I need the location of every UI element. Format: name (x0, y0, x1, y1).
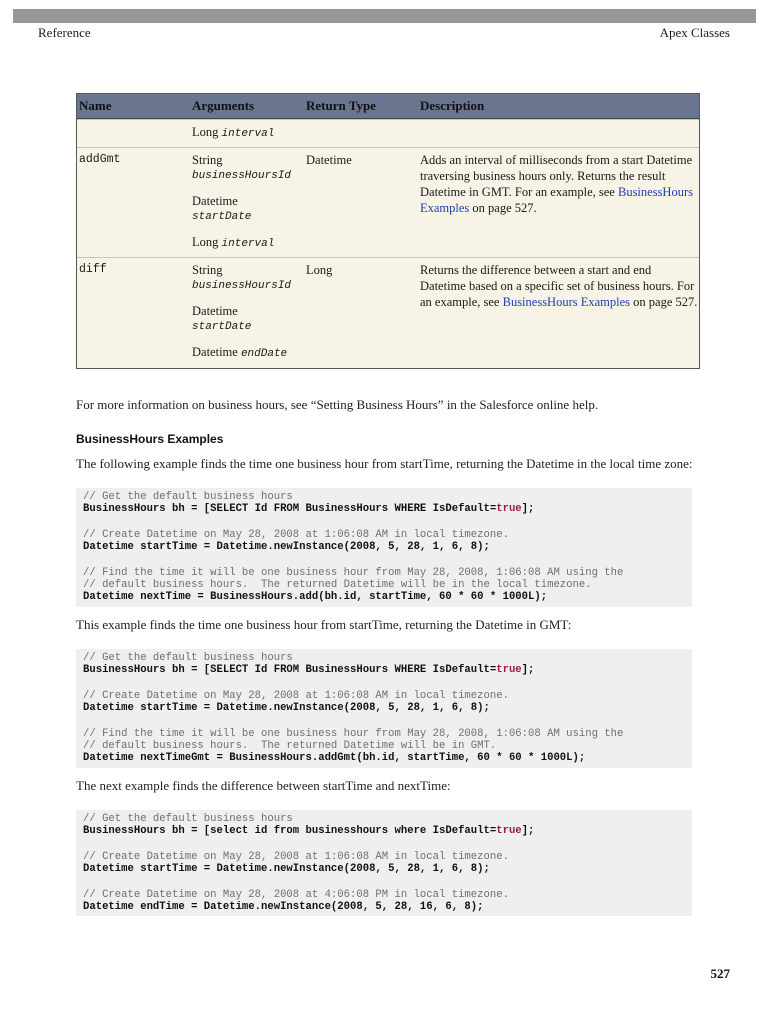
arg-param: startDate (192, 321, 252, 333)
code-line (83, 491, 685, 503)
code-line (83, 863, 685, 875)
table-row (77, 147, 699, 257)
arg-param: businessHoursId (192, 170, 292, 182)
arg-param: businessHoursId (192, 280, 292, 292)
code-block-diff (76, 810, 692, 916)
diff-example-paragraph: The next example finds the difference between startTime and nextTime: (76, 778, 451, 793)
code-line (83, 838, 685, 851)
arg-param: startDate (192, 211, 252, 223)
code-line (83, 529, 685, 541)
code-block-gmt (76, 649, 692, 768)
code-statement: BusinessHours bh = [select id from businesshours where IsDefault= (83, 825, 497, 838)
arg-param: interval (221, 128, 275, 140)
arguments-cell (192, 124, 302, 142)
column-header-arguments: Arguments (192, 98, 255, 113)
methods-table (76, 93, 700, 369)
description (420, 152, 698, 216)
code-comment: // Find the time it will be one business hour from May 28, 2008, 1:06:08 AM using the (83, 727, 624, 740)
code-comment: // Find the time it will be one business hour from May 28, 2008, 1:06:08 AM using the (83, 566, 624, 579)
method-name: addGmt (79, 153, 121, 166)
column-header-name: Name (79, 98, 112, 113)
code-line (83, 740, 685, 752)
code-keyword: true (496, 825, 522, 838)
code-line (83, 876, 685, 889)
description-text: on page 527. (630, 295, 698, 309)
code-keyword: true (496, 664, 522, 677)
code-statement: Datetime startTime = Datetime.newInstance(2008, 5, 28, 1, 6, 8); (83, 863, 490, 876)
arg-type: String (192, 153, 223, 167)
header-bar (13, 9, 756, 23)
code-comment: // Get the default business hours (83, 652, 293, 664)
description-text: Adds an interval of milliseconds from a start Datetime traversing business hours only. Returns the result Datetime in GMT. For an example, see (420, 153, 693, 199)
arguments-cell (192, 262, 302, 362)
code-statement: BusinessHours bh = [SELECT Id FROM BusinessHours WHERE IsDefault= (83, 503, 497, 516)
code-statement: ]; (521, 825, 535, 838)
method-name: diff (79, 263, 107, 276)
code-statement: Datetime nextTime = BusinessHours.add(bh.id, startTime, 60 * 60 * 1000L); (83, 591, 548, 604)
businesshours-examples-link[interactable]: BusinessHours Examples (502, 295, 631, 309)
code-statement: Datetime startTime = Datetime.newInstance(2008, 5, 28, 1, 6, 8); (83, 541, 490, 554)
code-comment: // Create Datetime on May 28, 2008 at 1:06:08 AM in local timezone. (83, 850, 509, 863)
arg-type: Datetime (192, 194, 238, 208)
arg-type: Long (192, 125, 219, 139)
running-header-right: Apex Classes (659, 25, 730, 40)
page-number: 527 (710, 966, 730, 981)
code-line (83, 901, 685, 913)
arguments-cell (192, 152, 302, 252)
example-intro-paragraph: The following example finds the time one business hour from startTime, returning the Datetime in the local time zone: (76, 456, 693, 471)
code-line (83, 664, 685, 676)
code-line (83, 825, 685, 837)
code-line (83, 567, 685, 579)
code-block-local-time (76, 488, 692, 607)
code-line (83, 728, 685, 740)
gmt-example-paragraph: This example finds the time one business hour from startTime, returning the Datetime in GMT: (76, 617, 572, 632)
code-statement: ]; (521, 503, 535, 516)
table-row (77, 257, 699, 368)
code-line (83, 579, 685, 591)
code-keyword: true (496, 503, 522, 516)
code-comment: // Get the default business hours (83, 491, 293, 503)
column-header-return-type: Return Type (306, 98, 376, 113)
code-line (83, 690, 685, 702)
table-header (77, 94, 699, 119)
code-comment: // default business hours. The returned Datetime will be in GMT. (83, 739, 497, 752)
code-statement: Datetime startTime = Datetime.newInstance(2008, 5, 28, 1, 6, 8); (83, 702, 490, 715)
section-title: BusinessHours Examples (76, 432, 224, 446)
code-line (83, 889, 685, 901)
code-line (83, 541, 685, 553)
description-text: Returns the difference between a start and end Datetime based on a specific set of business hours. For an example, see (420, 263, 695, 309)
code-comment: // Create Datetime on May 28, 2008 at 4:06:08 PM in local timezone. (83, 888, 509, 901)
arg-type: String (192, 263, 223, 277)
code-line (83, 503, 685, 515)
arg-param: endDate (240, 348, 288, 360)
code-statement: BusinessHours bh = [SELECT Id FROM BusinessHours WHERE IsDefault= (83, 664, 497, 677)
running-header-left: Reference (38, 25, 91, 40)
code-comment: // Create Datetime on May 28, 2008 at 1:06:08 AM in local timezone. (83, 689, 509, 702)
code-comment: // default business hours. The returned Datetime will be in the local timezone. (83, 578, 592, 591)
code-comment: // Create Datetime on May 28, 2008 at 1:06:08 AM in local timezone. (83, 528, 509, 541)
code-line (83, 554, 685, 567)
code-line (83, 652, 685, 664)
arg-param: interval (221, 238, 275, 250)
code-line (83, 752, 685, 764)
arg-type: Datetime (192, 304, 238, 318)
code-comment: // Get the default business hours (83, 813, 293, 825)
code-statement: ]; (521, 664, 535, 677)
code-statement: Datetime nextTimeGmt = BusinessHours.addGmt(bh.id, startTime, 60 * 60 * 1000L); (83, 752, 586, 765)
return-type: Long (306, 263, 333, 277)
code-line (83, 715, 685, 728)
info-paragraph: For more information on business hours, see “Setting Business Hours” in the Salesforce online help. (76, 397, 599, 412)
code-line (83, 591, 685, 603)
code-statement: Datetime endTime = Datetime.newInstance(2008, 5, 28, 16, 6, 8); (83, 900, 484, 913)
code-line (83, 851, 685, 863)
table-row (77, 119, 699, 147)
column-header-description: Description (420, 98, 485, 113)
description (420, 262, 698, 310)
code-line (83, 516, 685, 529)
description-text: on page 527. (469, 201, 537, 215)
code-line (83, 813, 685, 825)
arg-type: Long (192, 235, 219, 249)
arg-type: Datetime (192, 345, 238, 359)
code-line (83, 677, 685, 690)
businesshours-examples-link[interactable]: BusinessHours Examples (420, 185, 693, 215)
return-type: Datetime (306, 153, 352, 167)
code-line (83, 702, 685, 714)
